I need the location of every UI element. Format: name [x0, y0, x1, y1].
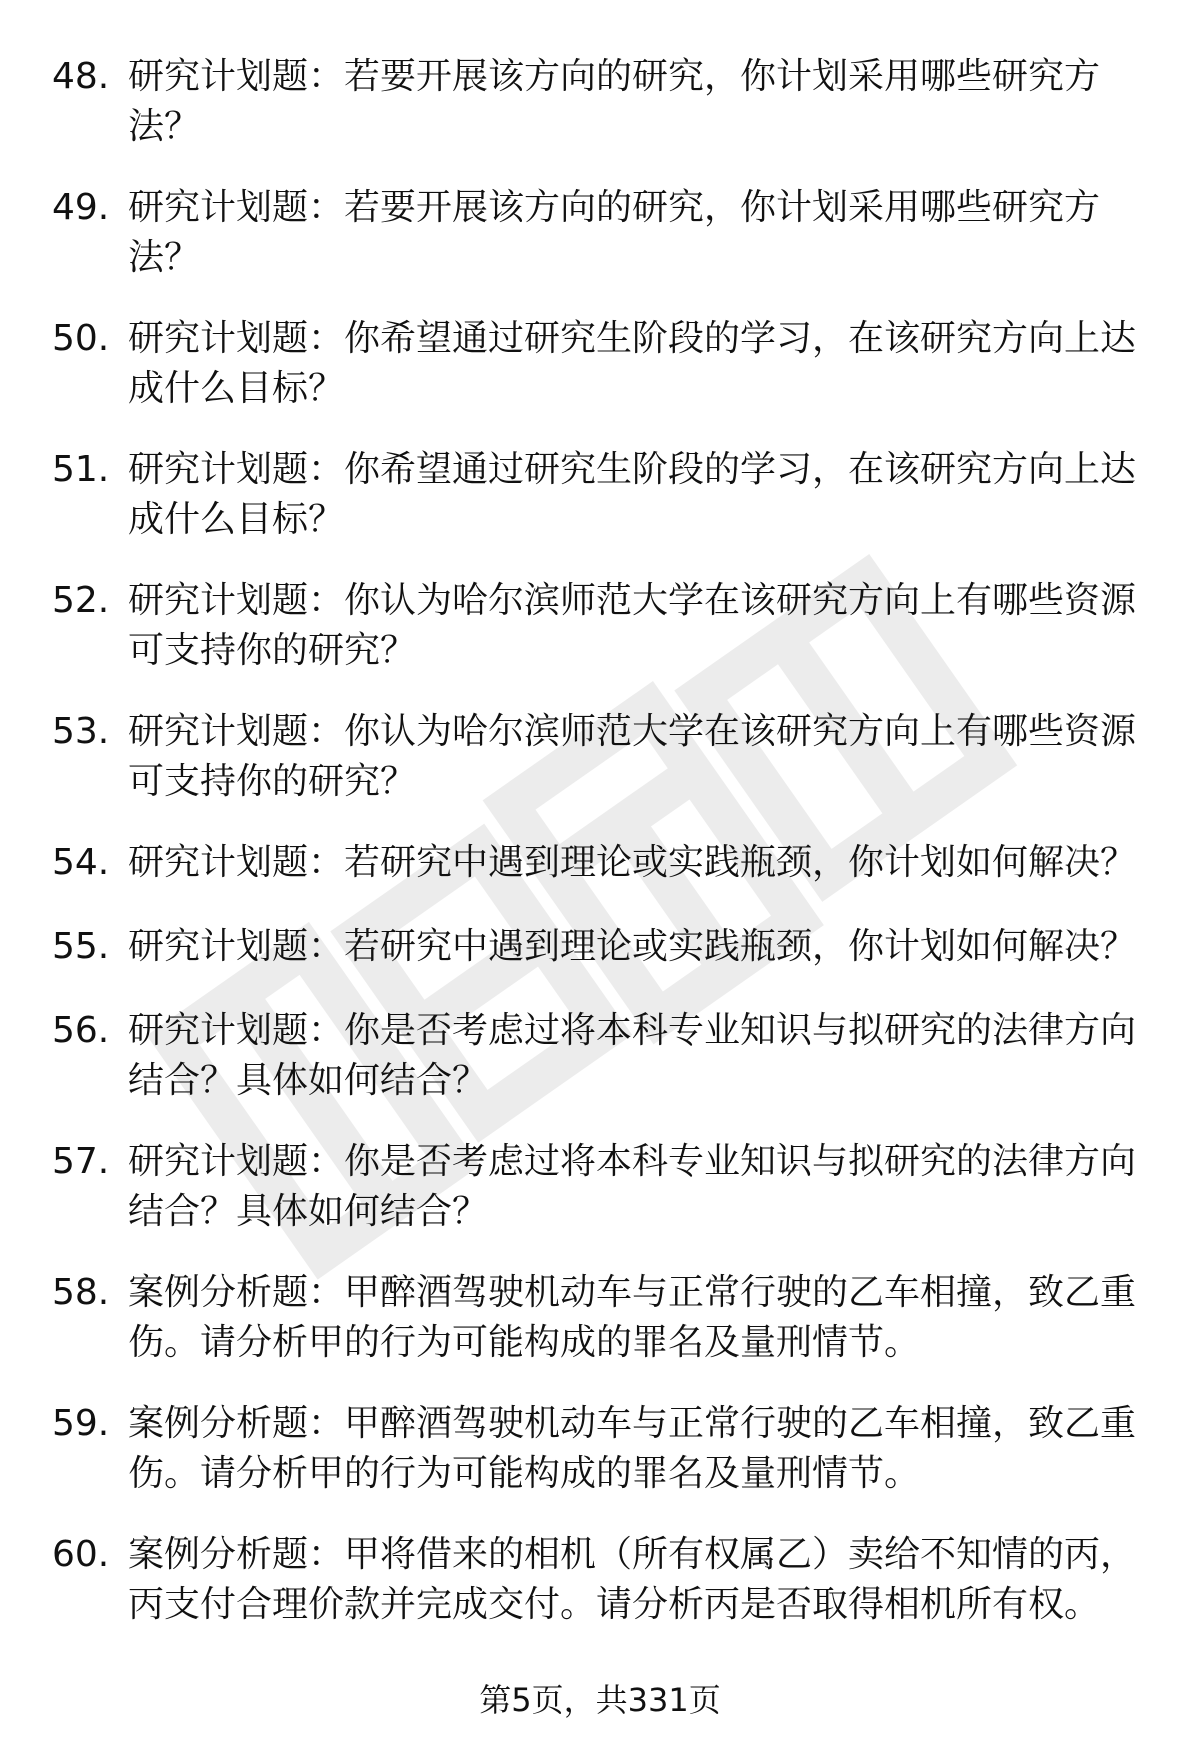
question-text: 研究计划题：若研究中遇到理论或实践瓶颈，你计划如何解决？ — [128, 842, 1137, 883]
question-number: 59. — [52, 1403, 110, 1444]
question-number: 58. — [52, 1272, 110, 1313]
question-number: 54. — [52, 842, 110, 883]
question-text: 研究计划题：你是否考虑过将本科专业知识与拟研究的法律方向结合？具体如何结合？ — [128, 1141, 1137, 1232]
question-number: 49. — [52, 187, 110, 228]
question-text: 研究计划题：若要开展该方向的研究，你计划采用哪些研究方法？ — [128, 187, 1101, 278]
question-number: 55. — [52, 926, 110, 967]
question-item — [52, 1399, 1152, 1499]
question-text: 研究计划题：你认为哈尔滨师范大学在该研究方向上有哪些资源可支持你的研究？ — [128, 580, 1137, 671]
question-list — [52, 52, 1152, 1661]
page-footer: 第5页，共331页 — [479, 1681, 721, 1719]
question-text: 研究计划题：若研究中遇到理论或实践瓶颈，你计划如何解决？ — [128, 926, 1137, 967]
question-text: 案例分析题：甲将借来的相机（所有权属乙）卖给不知情的丙，丙支付合理价款并完成交付。请分析丙是否取得相机所有权。 — [128, 1534, 1137, 1625]
question-text: 研究计划题：你希望通过研究生阶段的学习，在该研究方向上达成什么目标？ — [128, 318, 1137, 409]
question-number: 48. — [52, 56, 110, 97]
question-item — [52, 1530, 1152, 1630]
question-item — [52, 1268, 1152, 1368]
question-number: 51. — [52, 449, 110, 490]
question-number: 56. — [52, 1010, 110, 1051]
question-item — [52, 707, 1152, 807]
question-item — [52, 314, 1152, 414]
question-item — [52, 445, 1152, 545]
question-number: 50. — [52, 318, 110, 359]
question-text: 案例分析题：甲醉酒驾驶机动车与正常行驶的乙车相撞，致乙重伤。请分析甲的行为可能构成的罪名及量刑情节。 — [128, 1272, 1137, 1363]
question-item — [52, 1137, 1152, 1237]
question-number: 57. — [52, 1141, 110, 1182]
question-item — [52, 922, 1152, 972]
question-text: 研究计划题：你认为哈尔滨师范大学在该研究方向上有哪些资源可支持你的研究？ — [128, 711, 1137, 802]
question-item — [52, 838, 1152, 888]
question-number: 52. — [52, 580, 110, 621]
question-item — [52, 576, 1152, 676]
question-text: 研究计划题：你是否考虑过将本科专业知识与拟研究的法律方向结合？具体如何结合？ — [128, 1010, 1137, 1101]
question-item — [52, 183, 1152, 283]
question-item — [52, 52, 1152, 152]
question-number: 53. — [52, 711, 110, 752]
question-item — [52, 1006, 1152, 1106]
question-text: 案例分析题：甲醉酒驾驶机动车与正常行驶的乙车相撞，致乙重伤。请分析甲的行为可能构成的罪名及量刑情节。 — [128, 1403, 1137, 1494]
question-text: 研究计划题：若要开展该方向的研究，你计划采用哪些研究方法？ — [128, 56, 1101, 147]
question-text: 研究计划题：你希望通过研究生阶段的学习，在该研究方向上达成什么目标？ — [128, 449, 1137, 540]
question-number: 60. — [52, 1534, 110, 1575]
